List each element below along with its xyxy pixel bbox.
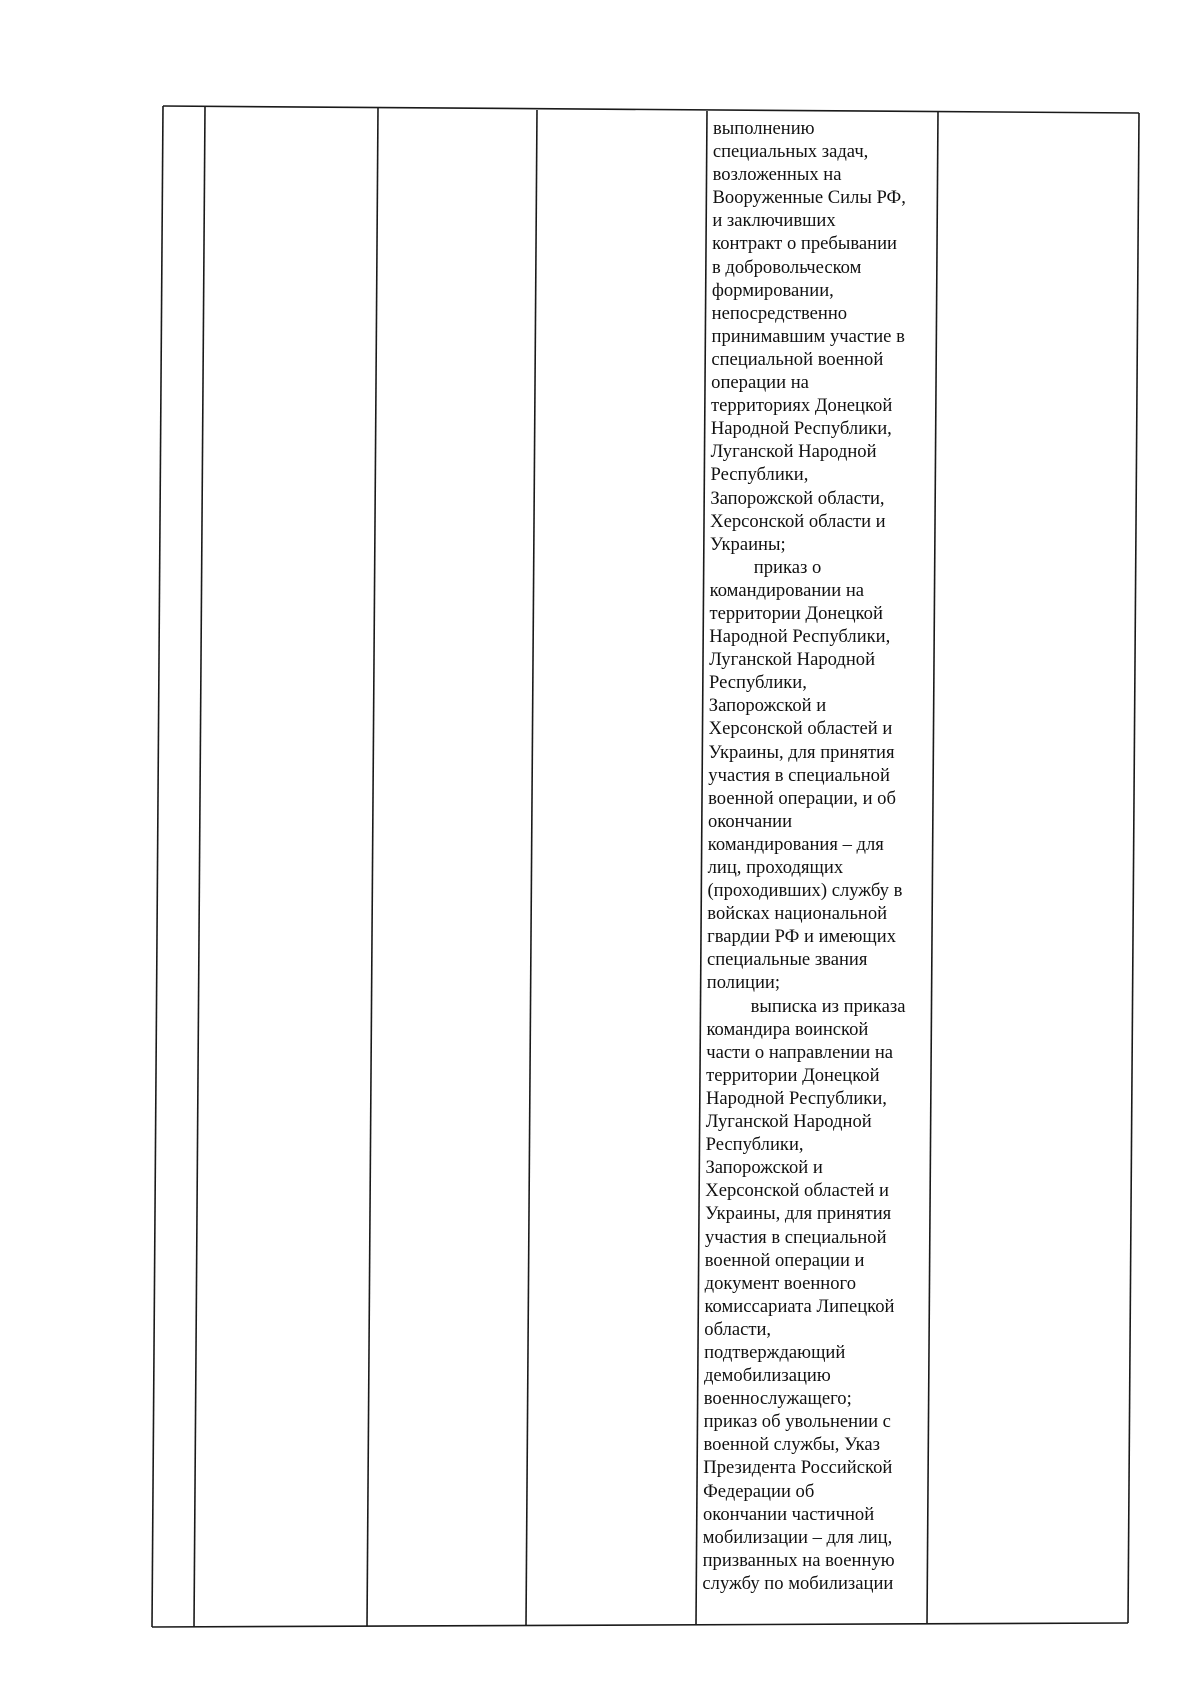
cell-text-line: Украины;	[709, 533, 786, 555]
table-cell-requirements-text	[702, 117, 943, 1595]
cell-text-line: командира воинской	[706, 1018, 869, 1040]
cell-text-line: окончании	[707, 810, 793, 832]
cell-text-line: гвардии РФ и имеющих	[707, 926, 897, 948]
cell-text-line: Украины, для принятия	[705, 1203, 892, 1225]
cell-text-line: военнослужащего;	[703, 1388, 852, 1410]
cell-text-line: службу по мобилизации	[702, 1572, 894, 1594]
cell-text-line: мобилизации – для лиц,	[702, 1526, 893, 1548]
cell-text-line: Запорожской области,	[710, 487, 885, 509]
cell-text-line: территориях Донецкой	[710, 395, 893, 417]
cell-text-line: комиссариата Липецкой	[704, 1295, 895, 1317]
cell-text-line: Народной Республики,	[709, 626, 891, 648]
table-top-border	[163, 106, 1139, 113]
cell-text-line: Народной Республики,	[710, 418, 892, 440]
cell-text-line: Украины, для принятия	[708, 741, 895, 763]
cell-text-line: Запорожской и	[705, 1157, 823, 1179]
cell-text-line: Луганской Народной	[705, 1111, 872, 1133]
cell-text-line: Народной Республики,	[705, 1087, 887, 1109]
cell-text-line: и заключивших	[712, 210, 836, 232]
table-left-border	[152, 106, 163, 1627]
cell-text-line: военной операции, и об	[708, 787, 896, 809]
cell-text-line: окончании частичной	[702, 1503, 875, 1525]
cell-text-line: Луганской Народной	[709, 649, 876, 671]
column-divider-3	[526, 110, 537, 1625]
cell-text-line: специальных задач,	[712, 141, 869, 163]
cell-text-line: непосредственно	[711, 302, 848, 324]
cell-text-line: Республики,	[710, 464, 809, 486]
column-divider-2	[367, 108, 378, 1626]
cell-text-line: контракт о пребывании	[712, 233, 898, 255]
column-divider-1	[194, 107, 205, 1627]
cell-text-line: специальной военной	[711, 348, 884, 370]
cell-text-line: выполнению	[713, 118, 815, 139]
cell-text-line: Луганской Народной	[710, 441, 877, 463]
cell-text-line: в добровольческом	[711, 256, 862, 278]
cell-text-line: Федерации об	[703, 1480, 815, 1502]
cell-text-line: документ военного	[704, 1272, 857, 1294]
cell-text-line: принимавшим участие в	[711, 325, 905, 347]
cell-text-line: участия в специальной	[708, 764, 890, 786]
cell-text-line: приказ об увольнении с	[703, 1411, 891, 1433]
cell-text-line: территории Донецкой	[706, 1064, 880, 1086]
cell-text-line: операции на	[711, 372, 809, 394]
cell-text-line: приказ о	[753, 556, 822, 578]
cell-text-line: Херсонской областей и	[705, 1180, 890, 1202]
cell-text-line: подтверждающий	[704, 1341, 846, 1363]
cell-text-line: войсках национальной	[707, 903, 888, 925]
cell-text-line: командирования – для	[707, 833, 884, 855]
cell-text-line: полиции;	[706, 972, 781, 994]
cell-text-line: демобилизацию	[703, 1365, 831, 1387]
cell-text-line: выписка из приказа	[750, 995, 906, 1017]
cell-text-line: Херсонской областей и	[708, 718, 893, 740]
cell-text-line: территории Донецкой	[709, 602, 883, 624]
cell-text-line: (проходивших) службу в	[707, 880, 903, 902]
cell-text-line: специальные звания	[706, 949, 868, 971]
cell-text-line: Президента Российской	[703, 1457, 893, 1479]
cell-text-line: Запорожской и	[708, 695, 827, 717]
cell-text-line: военной операции и	[704, 1249, 865, 1271]
cell-text-line: лиц, проходящих	[707, 857, 844, 878]
cell-text-line: возложенных на	[712, 164, 842, 186]
cell-text-line: части о направлении на	[706, 1041, 894, 1063]
cell-text-line: Республики,	[708, 672, 807, 694]
cell-text-line: участия в специальной	[704, 1226, 887, 1248]
table-right-border	[1128, 113, 1139, 1623]
cell-text-line: командировании на	[709, 579, 865, 601]
cell-text-line: призванных на военную	[702, 1549, 895, 1571]
cell-text-line: формировании,	[711, 279, 834, 301]
table-bottom-border	[152, 1623, 1128, 1627]
cell-text-line: военной службы, Указ	[703, 1434, 880, 1456]
cell-text-line: области,	[704, 1318, 772, 1340]
cell-text-line: Вооруженные Силы РФ,	[712, 187, 906, 209]
cell-text-line: Херсонской области и	[710, 510, 886, 532]
cell-text-line: Республики,	[705, 1134, 804, 1156]
